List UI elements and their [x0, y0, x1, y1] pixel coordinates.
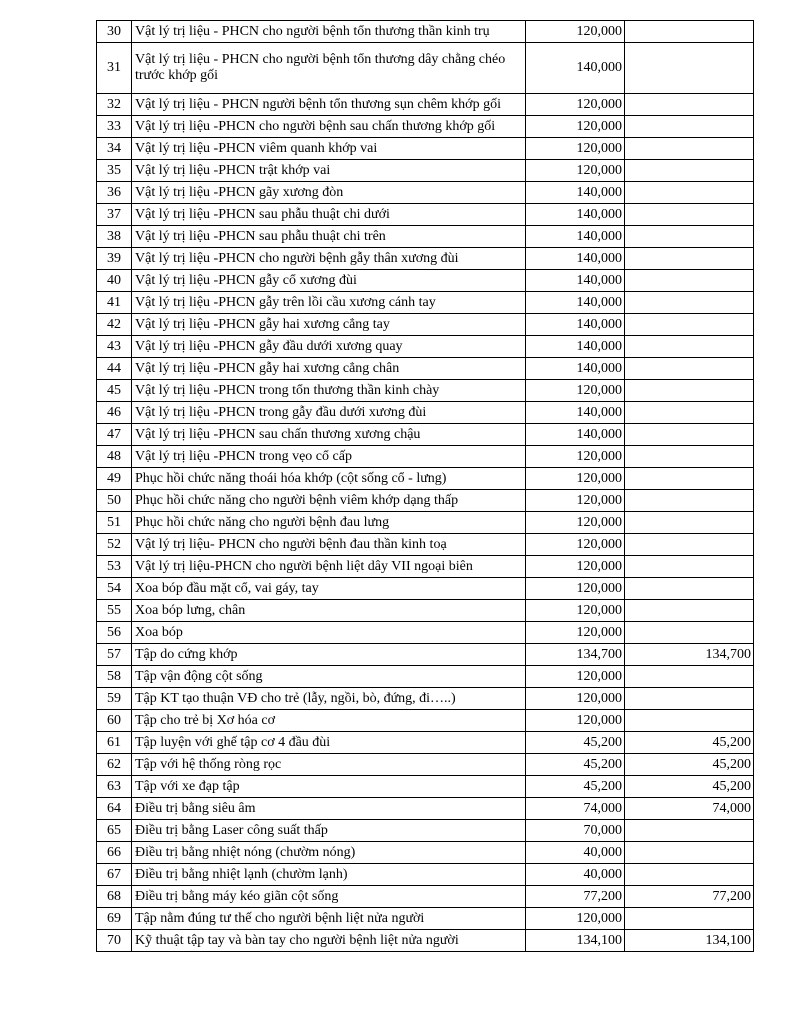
table-row [97, 490, 754, 512]
row-number-cell: 44 [97, 358, 132, 380]
table-row [97, 270, 754, 292]
insurance-price-cell [625, 556, 754, 578]
service-name-cell: Vật lý trị liệu - PHCN cho người bệnh tổn thương thần kinh trụ [132, 21, 526, 43]
service-name-cell: Tập với xe đạp tập [132, 776, 526, 798]
price-cell: 40,000 [526, 864, 625, 886]
service-name-cell: Vật lý trị liệu -PHCN gẫy trên lồi cầu xương cánh tay [132, 292, 526, 314]
row-number-cell: 53 [97, 556, 132, 578]
insurance-price-cell: 77,200 [625, 886, 754, 908]
price-cell: 120,000 [526, 446, 625, 468]
insurance-price-cell [625, 468, 754, 490]
insurance-price-cell [625, 314, 754, 336]
service-name-cell: Xoa bóp [132, 622, 526, 644]
service-name-cell: Vật lý trị liệu -PHCN gẫy hai xương cẳng tay [132, 314, 526, 336]
table-row [97, 622, 754, 644]
service-name-cell: Vật lý trị liệu - PHCN cho người bệnh tổn thương dây chằng chéo trước khớp gối [132, 43, 526, 94]
table-row [97, 292, 754, 314]
service-name-cell: Điều trị bằng nhiệt lạnh (chườm lạnh) [132, 864, 526, 886]
row-number-cell: 65 [97, 820, 132, 842]
insurance-price-cell: 134,100 [625, 930, 754, 952]
table-row [97, 864, 754, 886]
service-name-cell: Vật lý trị liệu - PHCN người bệnh tổn thương sụn chêm khớp gối [132, 94, 526, 116]
row-number-cell: 55 [97, 600, 132, 622]
service-name-cell: Vật lý trị liệu -PHCN trong tổn thương thần kinh chày [132, 380, 526, 402]
table-row [97, 94, 754, 116]
table-row [97, 43, 754, 94]
service-name-cell: Vật lý trị liệu- PHCN cho người bệnh đau thần kinh toạ [132, 534, 526, 556]
price-cell: 140,000 [526, 43, 625, 94]
table-row [97, 644, 754, 666]
service-name-cell: Tập với hệ thống ròng rọc [132, 754, 526, 776]
price-cell: 120,000 [526, 380, 625, 402]
row-number-cell: 67 [97, 864, 132, 886]
service-name-cell: Vật lý trị liệu -PHCN trong gẫy đầu dưới xương đùi [132, 402, 526, 424]
price-cell: 140,000 [526, 424, 625, 446]
insurance-price-cell: 45,200 [625, 732, 754, 754]
row-number-cell: 63 [97, 776, 132, 798]
insurance-price-cell [625, 248, 754, 270]
price-cell: 120,000 [526, 710, 625, 732]
row-number-cell: 33 [97, 116, 132, 138]
insurance-price-cell: 45,200 [625, 776, 754, 798]
service-name-cell: Vật lý trị liệu -PHCN trật khớp vai [132, 160, 526, 182]
insurance-price-cell: 74,000 [625, 798, 754, 820]
table-row [97, 380, 754, 402]
table-row [97, 138, 754, 160]
insurance-price-cell [625, 182, 754, 204]
insurance-price-cell [625, 402, 754, 424]
service-name-cell: Vật lý trị liệu -PHCN cho người bệnh sau chấn thương khớp gối [132, 116, 526, 138]
row-number-cell: 66 [97, 842, 132, 864]
service-name-cell: Vật lý trị liệu -PHCN cho người bệnh gẫy thân xương đùi [132, 248, 526, 270]
insurance-price-cell [625, 292, 754, 314]
row-number-cell: 59 [97, 688, 132, 710]
service-name-cell: Tập KT tạo thuận VĐ cho trẻ (lẫy, ngồi, bò, đứng, đi…..) [132, 688, 526, 710]
row-number-cell: 64 [97, 798, 132, 820]
row-number-cell: 70 [97, 930, 132, 952]
insurance-price-cell [625, 204, 754, 226]
service-name-cell: Vật lý trị liệu -PHCN gẫy đầu dưới xương quay [132, 336, 526, 358]
table-row [97, 358, 754, 380]
table-row [97, 182, 754, 204]
insurance-price-cell [625, 864, 754, 886]
insurance-price-cell [625, 490, 754, 512]
insurance-price-cell [625, 94, 754, 116]
row-number-cell: 43 [97, 336, 132, 358]
price-cell: 140,000 [526, 292, 625, 314]
row-number-cell: 40 [97, 270, 132, 292]
price-cell: 120,000 [526, 490, 625, 512]
insurance-price-cell [625, 138, 754, 160]
price-cell: 140,000 [526, 336, 625, 358]
row-number-cell: 50 [97, 490, 132, 512]
table-row [97, 534, 754, 556]
insurance-price-cell [625, 336, 754, 358]
price-cell: 120,000 [526, 666, 625, 688]
price-cell: 140,000 [526, 402, 625, 424]
insurance-price-cell [625, 21, 754, 43]
row-number-cell: 41 [97, 292, 132, 314]
price-cell: 134,100 [526, 930, 625, 952]
table-row [97, 776, 754, 798]
table-row [97, 578, 754, 600]
row-number-cell: 57 [97, 644, 132, 666]
service-name-cell: Vật lý trị liệu -PHCN gãy xương đòn [132, 182, 526, 204]
table-row [97, 160, 754, 182]
price-cell: 140,000 [526, 314, 625, 336]
price-cell: 140,000 [526, 182, 625, 204]
service-name-cell: Điều trị bằng máy kéo giãn cột sống [132, 886, 526, 908]
price-cell: 70,000 [526, 820, 625, 842]
insurance-price-cell [625, 710, 754, 732]
row-number-cell: 68 [97, 886, 132, 908]
service-name-cell: Vật lý trị liệu -PHCN gẫy hai xương cẳng chân [132, 358, 526, 380]
row-number-cell: 38 [97, 226, 132, 248]
service-name-cell: Phục hồi chức năng thoái hóa khớp (cột sống cổ - lưng) [132, 468, 526, 490]
price-cell: 120,000 [526, 688, 625, 710]
price-cell: 120,000 [526, 512, 625, 534]
insurance-price-cell [625, 116, 754, 138]
price-cell: 140,000 [526, 226, 625, 248]
table-row [97, 556, 754, 578]
table-row [97, 886, 754, 908]
table-row [97, 402, 754, 424]
table-row [97, 204, 754, 226]
insurance-price-cell [625, 600, 754, 622]
price-cell: 120,000 [526, 116, 625, 138]
row-number-cell: 69 [97, 908, 132, 930]
table-row [97, 732, 754, 754]
row-number-cell: 34 [97, 138, 132, 160]
insurance-price-cell [625, 622, 754, 644]
price-cell: 120,000 [526, 908, 625, 930]
service-name-cell: Phục hồi chức năng cho người bệnh đau lưng [132, 512, 526, 534]
insurance-price-cell [625, 534, 754, 556]
row-number-cell: 56 [97, 622, 132, 644]
table-row [97, 842, 754, 864]
table-row [97, 248, 754, 270]
insurance-price-cell [625, 226, 754, 248]
table-row [97, 336, 754, 358]
service-name-cell: Tập nằm đúng tư thế cho người bệnh liệt nửa người [132, 908, 526, 930]
price-cell: 120,000 [526, 622, 625, 644]
service-name-cell: Vật lý trị liệu-PHCN cho người bệnh liệt dây VII ngoại biên [132, 556, 526, 578]
price-cell: 140,000 [526, 270, 625, 292]
insurance-price-cell [625, 688, 754, 710]
service-name-cell: Điều trị bằng nhiệt nóng (chườm nóng) [132, 842, 526, 864]
service-name-cell: Phục hồi chức năng cho người bệnh viêm khớp dạng thấp [132, 490, 526, 512]
insurance-price-cell [625, 820, 754, 842]
row-number-cell: 42 [97, 314, 132, 336]
table-row [97, 710, 754, 732]
table-row [97, 314, 754, 336]
price-cell: 40,000 [526, 842, 625, 864]
table-row [97, 908, 754, 930]
price-cell: 45,200 [526, 776, 625, 798]
row-number-cell: 62 [97, 754, 132, 776]
row-number-cell: 52 [97, 534, 132, 556]
price-cell: 45,200 [526, 754, 625, 776]
insurance-price-cell [625, 424, 754, 446]
service-name-cell: Vật lý trị liệu -PHCN viêm quanh khớp vai [132, 138, 526, 160]
row-number-cell: 48 [97, 446, 132, 468]
table-row [97, 512, 754, 534]
row-number-cell: 31 [97, 43, 132, 94]
insurance-price-cell [625, 578, 754, 600]
row-number-cell: 46 [97, 402, 132, 424]
table-row [97, 424, 754, 446]
table-row [97, 226, 754, 248]
service-name-cell: Tập luyện với ghế tập cơ 4 đầu đùi [132, 732, 526, 754]
price-cell: 120,000 [526, 600, 625, 622]
service-name-cell: Vật lý trị liệu -PHCN sau chấn thương xương chậu [132, 424, 526, 446]
row-number-cell: 36 [97, 182, 132, 204]
price-cell: 140,000 [526, 248, 625, 270]
row-number-cell: 54 [97, 578, 132, 600]
insurance-price-cell [625, 446, 754, 468]
table-row [97, 688, 754, 710]
service-name-cell: Điều trị bằng siêu âm [132, 798, 526, 820]
insurance-price-cell [625, 43, 754, 94]
service-name-cell: Tập do cứng khớp [132, 644, 526, 666]
table-row [97, 468, 754, 490]
price-cell: 120,000 [526, 160, 625, 182]
price-table [96, 20, 754, 952]
table-row [97, 798, 754, 820]
row-number-cell: 30 [97, 21, 132, 43]
insurance-price-cell: 134,700 [625, 644, 754, 666]
service-name-cell: Tập vận động cột sống [132, 666, 526, 688]
row-number-cell: 35 [97, 160, 132, 182]
service-name-cell: Vật lý trị liệu -PHCN sau phẫu thuật chi trên [132, 226, 526, 248]
insurance-price-cell [625, 908, 754, 930]
service-name-cell: Kỹ thuật tập tay và bàn tay cho người bệnh liệt nửa người [132, 930, 526, 952]
table-row [97, 930, 754, 952]
price-cell: 120,000 [526, 21, 625, 43]
row-number-cell: 47 [97, 424, 132, 446]
price-cell: 120,000 [526, 556, 625, 578]
row-number-cell: 45 [97, 380, 132, 402]
service-name-cell: Vật lý trị liệu -PHCN trong vẹo cổ cấp [132, 446, 526, 468]
price-cell: 77,200 [526, 886, 625, 908]
price-cell: 120,000 [526, 468, 625, 490]
row-number-cell: 58 [97, 666, 132, 688]
price-cell: 120,000 [526, 94, 625, 116]
table-row [97, 754, 754, 776]
insurance-price-cell [625, 358, 754, 380]
insurance-price-cell [625, 380, 754, 402]
price-cell: 74,000 [526, 798, 625, 820]
table-row [97, 600, 754, 622]
table-row [97, 116, 754, 138]
row-number-cell: 61 [97, 732, 132, 754]
price-cell: 140,000 [526, 358, 625, 380]
price-cell: 134,700 [526, 644, 625, 666]
price-cell: 120,000 [526, 578, 625, 600]
service-name-cell: Xoa bóp đầu mặt cổ, vai gáy, tay [132, 578, 526, 600]
service-name-cell: Xoa bóp lưng, chân [132, 600, 526, 622]
insurance-price-cell [625, 512, 754, 534]
table-row [97, 446, 754, 468]
table-row [97, 820, 754, 842]
service-name-cell: Vật lý trị liệu -PHCN gẫy cổ xương đùi [132, 270, 526, 292]
row-number-cell: 32 [97, 94, 132, 116]
row-number-cell: 60 [97, 710, 132, 732]
insurance-price-cell [625, 270, 754, 292]
row-number-cell: 37 [97, 204, 132, 226]
row-number-cell: 39 [97, 248, 132, 270]
table-row [97, 666, 754, 688]
row-number-cell: 49 [97, 468, 132, 490]
price-cell: 140,000 [526, 204, 625, 226]
insurance-price-cell: 45,200 [625, 754, 754, 776]
insurance-price-cell [625, 666, 754, 688]
price-cell: 45,200 [526, 732, 625, 754]
insurance-price-cell [625, 160, 754, 182]
price-table-body [97, 21, 754, 952]
table-row [97, 21, 754, 43]
price-cell: 120,000 [526, 534, 625, 556]
price-cell: 120,000 [526, 138, 625, 160]
insurance-price-cell [625, 842, 754, 864]
service-name-cell: Tập cho trẻ bị Xơ hóa cơ [132, 710, 526, 732]
service-name-cell: Vật lý trị liệu -PHCN sau phẫu thuật chi dưới [132, 204, 526, 226]
row-number-cell: 51 [97, 512, 132, 534]
service-name-cell: Điều trị bằng Laser công suất thấp [132, 820, 526, 842]
